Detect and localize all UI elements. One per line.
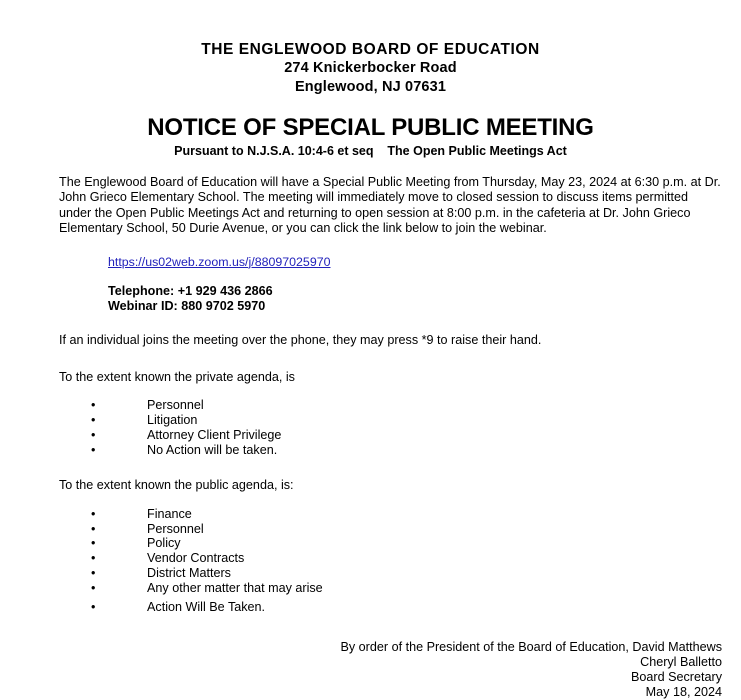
agenda-item	[59, 413, 722, 428]
phone-instruction: If an individual joins the meeting over the phone, they may press *9 to raise their hand.	[59, 333, 542, 348]
bullet-icon: •	[91, 442, 96, 457]
webinar-link-row	[59, 255, 722, 270]
bullet-icon: •	[91, 580, 96, 595]
public-agenda-list	[59, 507, 722, 615]
document-title: NOTICE OF SPECIAL PUBLIC MEETING	[147, 114, 594, 141]
dial-in-block	[59, 284, 722, 314]
private-agenda-lead: To the extent known the private agenda, is	[59, 369, 295, 384]
by-order-line: By order of the President of the Board of Education, David Matthews	[340, 640, 722, 655]
agenda-item-label: No Action will be taken.	[147, 442, 278, 457]
agenda-item-label: Finance	[147, 506, 192, 521]
agenda-item-label: Personnel	[147, 521, 204, 536]
bullet-icon: •	[91, 536, 96, 551]
agenda-item	[59, 443, 722, 458]
bullet-icon: •	[91, 398, 96, 413]
letterhead	[0, 0, 741, 97]
bullet-icon: •	[91, 427, 96, 442]
agenda-item-label: Litigation	[147, 413, 198, 428]
agenda-item	[59, 522, 722, 537]
agenda-item-label: Action Will Be Taken.	[147, 599, 266, 614]
bullet-icon: •	[91, 599, 96, 614]
agenda-item	[59, 581, 722, 596]
agenda-item	[59, 398, 722, 413]
agenda-item	[59, 507, 722, 522]
agenda-item	[59, 428, 722, 443]
bullet-icon: •	[91, 521, 96, 536]
secretary-name: Cheryl Balletto	[640, 655, 722, 670]
bullet-icon: •	[91, 566, 96, 581]
agenda-item	[59, 551, 722, 566]
main-paragraph: The Englewood Board of Education will have a Special Public Meeting from Thursday, May 23, 2024 at 6:30 p.m. at Dr. John Grieco Elementary School. The meeting will immediately move to closed session to discuss items permitted under the Open Public Meetings Act and returning to open session at 8:00 p.m. in the cafeteria at Dr. John Grieco Elementary School, 50 Durie Avenue, or you can click the link below to join the webinar.	[59, 175, 721, 236]
private-agenda-list	[59, 398, 722, 457]
bullet-icon: •	[91, 506, 96, 521]
street-address: 274 Knickerbocker Road	[284, 60, 457, 76]
agenda-item-label: Policy	[147, 536, 181, 551]
agenda-item	[59, 536, 722, 551]
signature-date: May 18, 2024	[645, 684, 722, 699]
bullet-icon: •	[91, 413, 96, 428]
telephone-line: Telephone: +1 929 436 2866	[108, 284, 273, 299]
webinar-id-line: Webinar ID: 880 9702 5970	[108, 299, 266, 314]
agenda-item-label: Any other matter that may arise	[147, 580, 323, 595]
agenda-item-label: District Matters	[147, 566, 231, 581]
title-block	[0, 114, 741, 159]
agenda-item	[59, 566, 722, 581]
secretary-title: Board Secretary	[631, 670, 722, 685]
agenda-item	[59, 600, 722, 615]
bullet-icon: •	[91, 551, 96, 566]
organization-name: THE ENGLEWOOD BOARD OF EDUCATION	[201, 41, 540, 58]
document-body	[19, 175, 722, 700]
document-subtitle: Pursuant to N.J.S.A. 10:4-6 et seq The Open Public Meetings Act	[174, 144, 567, 158]
agenda-item-label: Personnel	[147, 398, 204, 413]
public-agenda-lead: To the extent known the public agenda, is:	[59, 478, 294, 493]
agenda-item-label: Vendor Contracts	[147, 551, 245, 566]
webinar-link[interactable]: https://us02web.zoom.us/j/88097025970	[108, 254, 331, 269]
agenda-item-label: Attorney Client Privilege	[147, 427, 282, 442]
signature-block	[59, 640, 722, 699]
city-state-zip: Englewood, NJ 07631	[294, 79, 447, 95]
